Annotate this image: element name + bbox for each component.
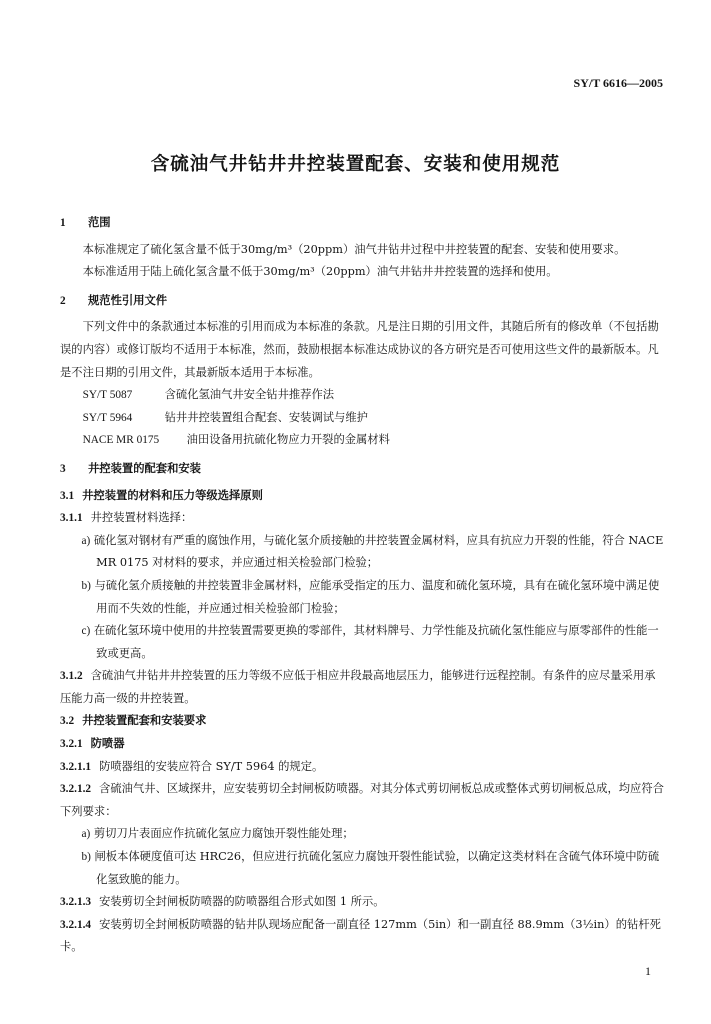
list-item: b) 与硫化氢介质接触的井控装置非金属材料，应能承受指定的压力、温度和硫化氢环境，具有在硫化氢环境中满足使用而不失效的性能，并应通过相关检验部门检验；	[81, 578, 660, 615]
subsection-heading-3-2-1: 3.2.1 防喷器	[60, 737, 125, 751]
reference-item: SY/T 5087 含硫化氢油气井安全钻井推荐作法	[82, 388, 335, 402]
list-item: b) 闸板本体硬度值可达 HRC26，但应进行抗硫化氢应力腐蚀开裂性能试验，以确定这类材料在含硫气体环境中防硫化氢致脆的能力。	[81, 850, 660, 886]
section-heading-normative: 2 规范性引用文件	[60, 293, 168, 307]
document-title: 含硫油气井钻井井控装置配套、安装和使用规范	[150, 154, 561, 175]
scope-paragraph-2: 本标准适用于陆上硫化氢含量不低于30mg/m³（20ppm）油气井钻井井控装置的选择和使用。	[82, 265, 558, 279]
subsection-heading-3-2: 3.2 井控装置配套和安装要求	[60, 714, 207, 728]
section-heading-scope: 1 范围	[60, 216, 111, 229]
clause-3-1-1: 3.1.1 井控装置材料选择：	[60, 511, 193, 525]
section-heading-config: 3 井控装置的配套和安装	[60, 461, 201, 475]
list-item: a) 硫化氢对钢材有严重的腐蚀作用，与硫化氢介质接触的井控装置金属材料，应具有抗应力开裂的性能，符合 NACE MR 0175 对材料的要求，并应通过相关检验部门检验；	[81, 533, 664, 570]
clause-3-2-1-1: 3.2.1.1 防喷器组的安装应符合 SY/T 5964 的规定。	[60, 759, 324, 773]
reference-item: SY/T 5964 钻井井控装置组合配套、安装调试与维护	[82, 410, 368, 424]
clause-3-2-1-2: 3.2.1.2 含硫油气井、区域探井，应安装剪切全封闸板防喷器。对其分体式剪切闸板总成或整体式剪切闸板总成，均应符合下列要求：	[60, 782, 664, 818]
list-item: a) 剪切刀片表面应作抗硫化氢应力腐蚀开裂性能处理；	[81, 827, 354, 841]
clause-3-2-1-4: 3.2.1.4 安装剪切全封闸板防喷器的钻井队现场应配备一副直径 127mm（5in）和一副直径 88.9mm（3½in）的钻杆死卡。	[60, 917, 661, 954]
normative-intro: 下列文件中的条款通过本标准的引用而成为本标准的条款。凡是注日期的引用文件，其随后所有的修改单（不包括勘误的内容）或修订版均不适用于本标准，然而，鼓励根据本标准达成协议的各方研究是否可使用这些文件的最新版本。凡是不注日期的引用文件，其最新版本适用于本标准。	[60, 320, 659, 379]
standard-code: SY/T 6616—2005	[573, 76, 663, 90]
clause-3-1-2: 3.1.2 含硫油气井钻井井控装置的压力等级不应低于相应井段最高地层压力，能够进行远程控制。有条件的应尽量采用承压能力高一级的井控装置。	[60, 669, 656, 705]
list-item: c) 在硫化氢环境中使用的井控装置需要更换的零部件，其材料牌号、力学性能及抗硫化氢性能应与原零部件的性能一致或更高。	[81, 624, 659, 660]
subsection-heading-3-1: 3.1 井控装置的材料和压力等级选择原则	[60, 488, 263, 502]
scope-paragraph-1: 本标准规定了硫化氢含量不低于30mg/m³（20ppm）油气井钻井过程中井控装置的配套、安装和使用要求。	[82, 242, 626, 256]
page-number: 1	[645, 964, 651, 978]
clause-3-2-1-3: 3.2.1.3 安装剪切全封闸板防喷器的防喷器组合形式如图 1 所示。	[60, 895, 385, 909]
document-body	[60, 206, 665, 959]
reference-item: NACE MR 0175 油田设备用抗硫化物应力开裂的金属材料	[82, 433, 390, 447]
